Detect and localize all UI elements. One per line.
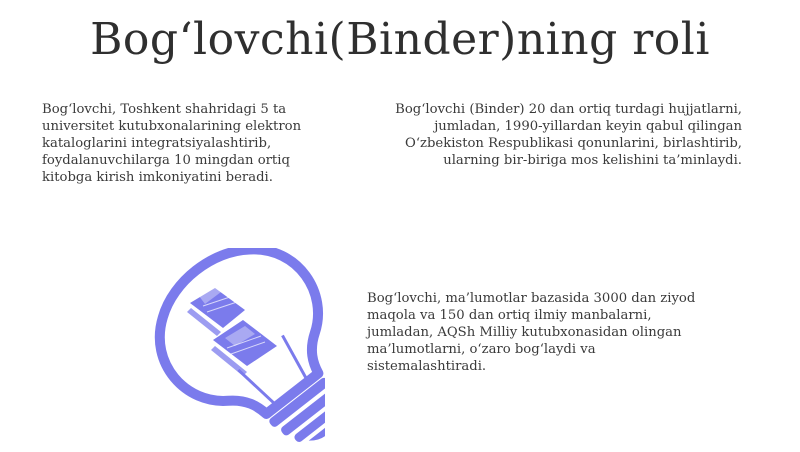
lightbulb-with-book-icon [95,248,325,448]
left-text-line: Bog‘lovchi, Toshkent shahridagi 5 ta [42,102,287,117]
right-text-line: O‘zbekiston Respublikasi qonunlarini, birlashtirib, [405,136,742,151]
left-text-line: universitet kutubxonalarining elektron [42,119,302,134]
slide-title: Bog‘lovchi(Binder)ning roli [90,14,710,65]
left-text-block [42,101,342,186]
left-text-line: foydalanuvchilarga 10 mingdan ortiq [42,153,290,168]
right-text-line: jumladan, 1990-yillardan keyin qabul qilingan [434,119,742,134]
right-text-line: Bog‘lovchi (Binder) 20 dan ortiq turdagi hujjatlarni, [395,102,742,117]
middle-text-line: ma’lumotlarni, o‘zaro bog‘laydi va [367,342,596,357]
middle-text-line: Bog‘lovchi, ma’lumotlar bazasida 3000 dan ziyod [367,291,696,306]
middle-text-line: maqola va 150 dan ortiq ilmiy manbalarni, [367,308,652,323]
right-text-block [356,101,742,169]
left-text-line: kataloglarini integratsiyalashtirib, [42,136,272,151]
left-text-line: kitobga kirish imkoniyatini beradi. [42,170,273,185]
middle-text-line: jumladan, AQSh Milliy kutubxonasidan olingan [367,325,682,340]
middle-text-line: sistemalashtiradi. [367,359,487,374]
right-text-line: ularning bir-biriga mos kelishini ta’minlaydi. [443,153,742,168]
middle-text-block [367,290,727,375]
